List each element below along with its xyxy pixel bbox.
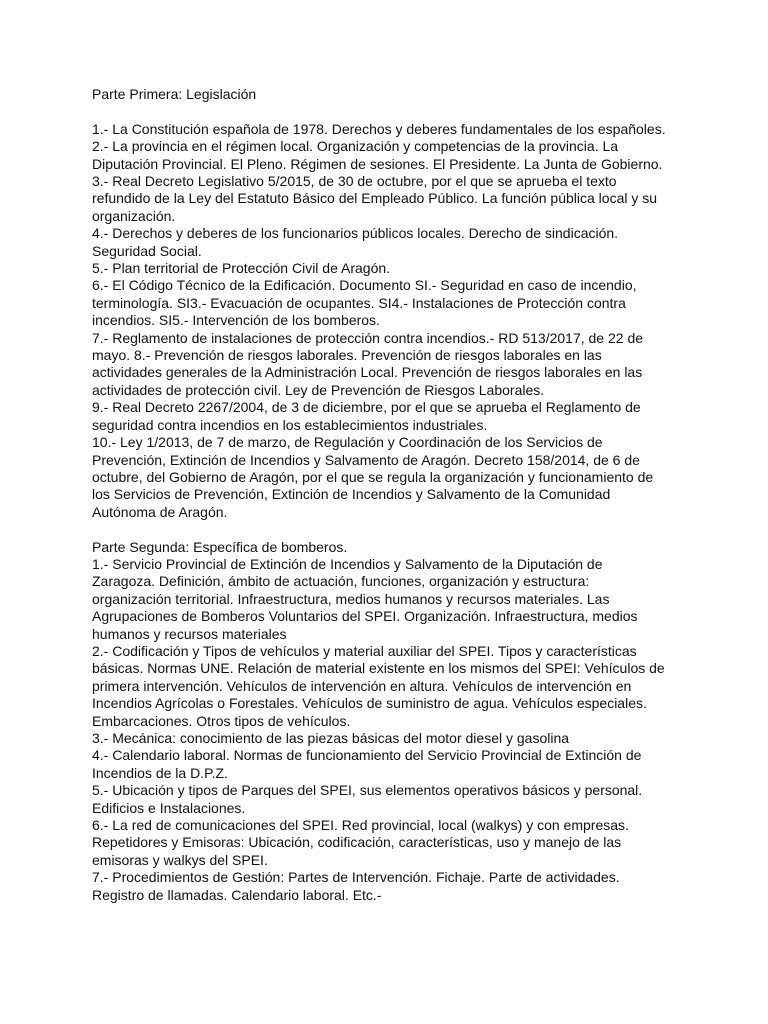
part2-line: 3.- Mecánica: conocimiento de las piezas básicas del motor diesel y gasolina [92, 730, 570, 746]
part1-line: octubre, del Gobierno de Aragón, por el que se regula la organización y funcionamiento de [92, 468, 654, 485]
part2-line: Incendios Agrícolas o Forestales. Vehículos de suministro de agua. Vehículos especiales. [92, 695, 647, 712]
part1-line: terminología. SI3.- Evacuación de ocupantes. SI4.- Instalaciones de Protección contra [92, 294, 626, 311]
part1-line: actividades generales de la Administración Local. Prevención de riesgos laborales en las [92, 364, 643, 381]
part1-line: 4.- Derechos y deberes de los funcionarios públicos locales. Derecho de sindicación. [92, 225, 619, 242]
part1-list [92, 121, 682, 521]
spacer [92, 103, 682, 120]
document-body [92, 86, 682, 904]
part1-line: 7.- Reglamento de instalaciones de protección contra incendios.- RD 513/2017, de 22 de [92, 329, 644, 346]
part2-line: 6.- La red de comunicaciones del SPEI. Red provincial, local (walkys) y con empresas. [92, 817, 629, 834]
part2-list [92, 556, 682, 904]
part2-line: Edificios e Instalaciones. [92, 799, 246, 816]
part2-line: Repetidores y Emisoras: Ubicación, codificación, características, uso y manejo de las [92, 834, 622, 851]
part1-line: Autónoma de Aragón. [92, 503, 228, 520]
part2-line: Registro de llamadas. Calendario laboral. Etc.- [92, 886, 382, 903]
part2-line: Zaragoza. Definición, ámbito de actuación, funciones, organización y estructura: [92, 573, 590, 590]
part1-line: Prevención, Extinción de Incendios y Salvamento de Aragón. Decreto 158/2014, de 6 de [92, 451, 640, 468]
part1-line: Seguridad Social. [92, 242, 202, 259]
part1-line: 3.- Real Decreto Legislativo 5/2015, de 30 de octubre, por el que se aprueba el texto [92, 173, 617, 190]
part2-line: 1.- Servicio Provincial de Extinción de Incendios y Salvamento de la Diputación de [92, 555, 603, 572]
part2-line: 7.- Procedimientos de Gestión: Partes de Intervención. Fichaje. Parte de actividades. [92, 869, 620, 886]
part2-line: emisoras y walkys del SPEI. [92, 851, 268, 868]
part1-line: 10.- Ley 1/2013, de 7 de marzo, de Regulación y Coordinación de los Servicios de [92, 434, 603, 451]
part1-line: los Servicios de Prevención, Extinción de Incendios y Salvamento de la Comunidad [92, 486, 611, 503]
part1-line: actividades de protección civil. Ley de Prevención de Riesgos Laborales. [92, 381, 545, 398]
part1-heading: Parte Primera: Legislación [92, 86, 257, 102]
part2-line: 5.- Ubicación y tipos de Parques del SPEI, sus elementos operativos básicos y personal. [92, 782, 643, 799]
part1-line: 9.- Real Decreto 2267/2004, de 3 de diciembre, por el que se aprueba el Reglamento de [92, 399, 641, 416]
part1-line: 1.- La Constitución española de 1978. Derechos y deberes fundamentales de los españoles. [92, 120, 666, 137]
part2-line: primera intervención. Vehículos de intervención en altura. Vehículos de intervención en [92, 677, 632, 694]
part1-line: 2.- La provincia en el régimen local. Organización y competencias de la provincia. La [92, 138, 619, 155]
part2-heading: Parte Segunda: Específica de bomberos. [92, 538, 348, 555]
part1-line: 6.- El Código Técnico de la Edificación. Documento SI.- Seguridad en caso de incendio, [92, 277, 637, 294]
spacer [92, 521, 682, 538]
part2-line: básicas. Normas UNE. Relación de material existente en los mismos del SPEI: Vehículos de [92, 660, 665, 677]
part2-line: Embarcaciones. Otros tipos de vehículos. [92, 712, 351, 729]
part2-line: Agrupaciones de Bomberos Voluntarios del SPEI. Organización. Infraestructura, medios [92, 608, 638, 625]
part1-line: mayo. 8.- Prevención de riesgos laborales. Prevención de riesgos laborales en las [92, 347, 602, 364]
part1-line: seguridad contra incendios en los establecimientos industriales. [92, 416, 488, 433]
part1-line: incendios. SI5.- Intervención de los bomberos. [92, 312, 380, 329]
part1-line: Diputación Provincial. El Pleno. Régimen de sesiones. El Presidente. La Junta de Gobierno. [92, 155, 663, 172]
part2-line: organización territorial. Infraestructura, medios humanos y recursos materiales. Las [92, 590, 610, 607]
part2-line: 4.- Calendario laboral. Normas de funcionamiento del Servicio Provincial de Extinción de [92, 747, 642, 764]
part1-line: 5.- Plan territorial de Protección Civil de Aragón. [92, 260, 391, 277]
part2-line: 2.- Codificación y Tipos de vehículos y material auxiliar del SPEI. Tipos y características [92, 642, 637, 659]
part1-line: refundido de la Ley del Estatuto Básico del Empleado Público. La función pública local y su [92, 190, 658, 207]
part2-line: humanos y recursos materiales [92, 625, 287, 642]
part1-line: organización. [92, 207, 176, 224]
part2-line: Incendios de la D.P.Z. [92, 764, 228, 781]
